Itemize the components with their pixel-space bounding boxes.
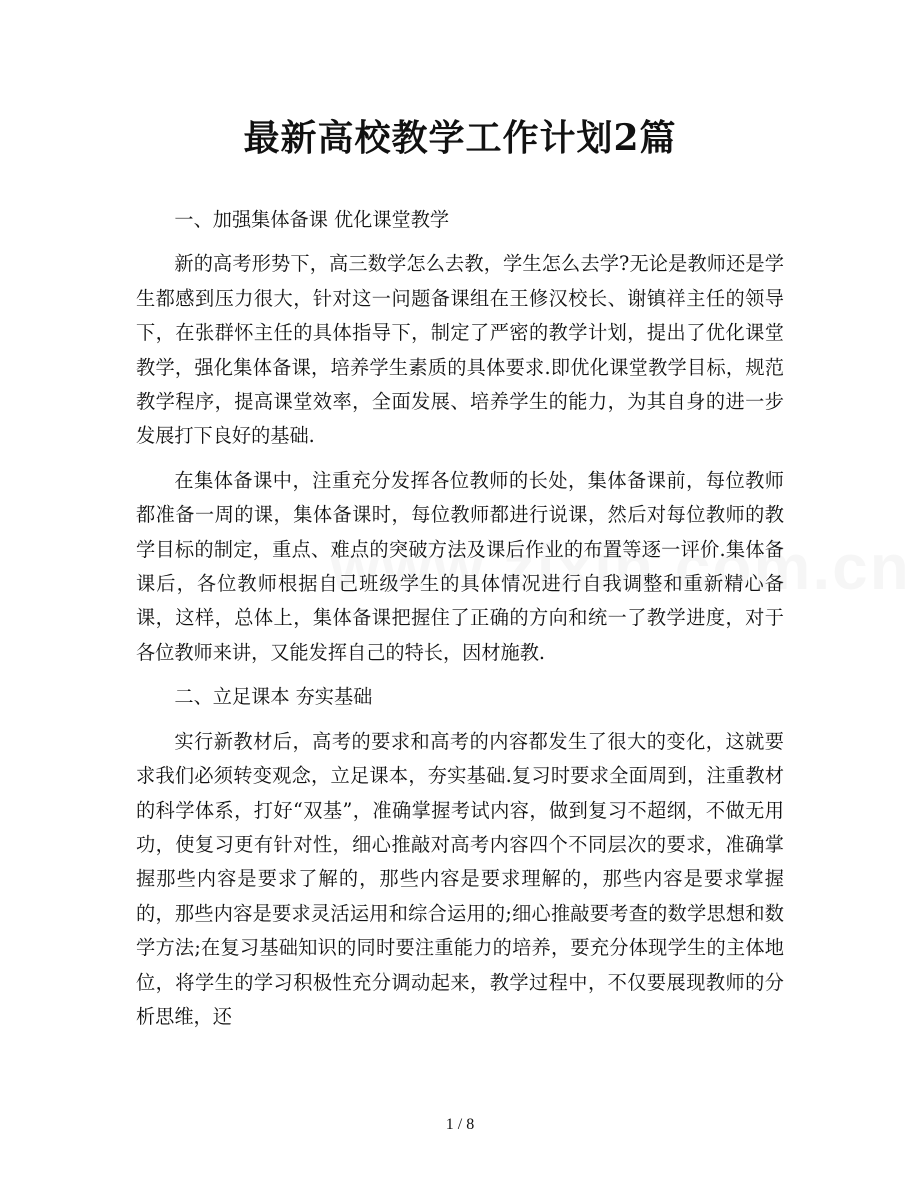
document-title: 最新高校教学工作计划2篇 (243, 117, 677, 159)
paragraph-1: 新的高考形势下，高三数学怎么去教，学生怎么去学?无论是教师还是学生都感到压力很大，针对这一问题备课组在王修汉校长、谢镇祥主任的领导下，在张群怀主任的具体指导下，制定了严密的教学计划，提出了优化课堂教学，强化集体备课，培养学生素质的具体要求.即优化课堂教学目标，规范教学程序，提高课堂效率，全面发展、培养学生的能力，为其自身的进一步发展打下良好的基础. (136, 252, 784, 448)
section-heading-2: 二、立足课本 夯实基础 (174, 685, 373, 709)
page-number: 1 / 8 (445, 1116, 475, 1133)
section-heading-1: 一、加强集体备课 优化课堂教学 (174, 208, 450, 231)
paragraph-2: 在集体备课中，注重充分发挥各位教师的长处，集体备课前，每位教师都准备一周的课，集体备课时，每位教师都进行说课，然后对每位教师的教学目标的制定，重点、难点的突破方法及课后作业的布置等逐一评价.集体备课后，各位教师根据自己班级学生的具体情况进行自我调整和重新精心备课，这样，总体上，集体备课把握住了正确的方向和统一了教学进度，对于各位教师来讲，又能发挥自己的特长，因材施教. (136, 468, 784, 664)
paragraph-3: 实行新教材后，高考的要求和高考的内容都发生了很大的变化，这就要求我们必须转变观念，立足课本，夯实基础.复习时要求全面周到，注重教材的科学体系，打好“双基”，准确掌握考试内容，做到复习不超纲，不做无用功，使复习更有针对性，细心推敲对高考内容四个不同层次的要求，准确掌握那些内容是要求了解的，那些内容是要求理解的，那些内容是要求掌握的，那些内容是要求灵活运用和综合运用的;细心推敲要考查的数学思想和数学方法;在复习基础知识的同时要注重能力的培养，要充分体现学生的主体地位，将学生的学习积极性充分调动起来，教学过程中，不仅要展现教师的分析思维，还 (136, 729, 784, 1028)
document-body (136, 203, 784, 1034)
